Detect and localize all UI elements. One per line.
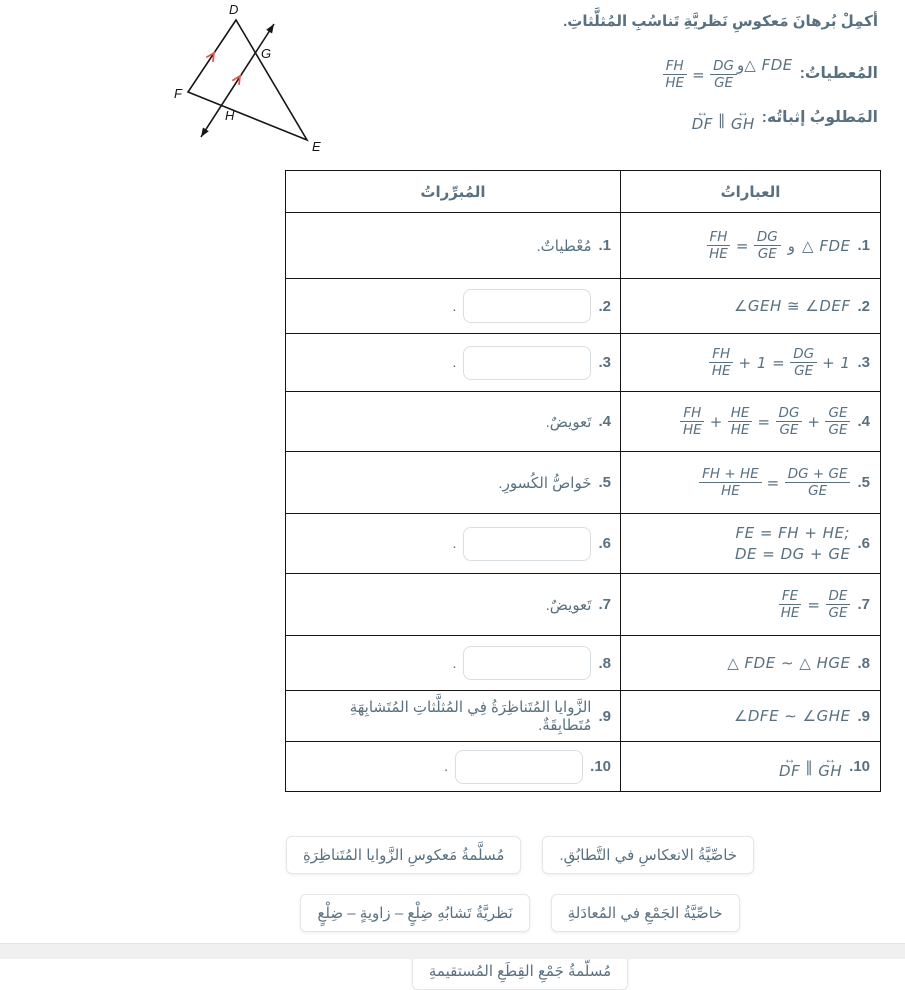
- line-letters: GH: [730, 115, 755, 134]
- reason-number: 9.: [598, 707, 611, 725]
- math-text: ∥: [805, 757, 814, 776]
- answer-chip-bank: [190, 836, 850, 990]
- answer-chip[interactable]: مُسلَّمةُ جَمْعِ القِطَعِ المُستقيمةِ: [412, 952, 628, 990]
- reason-period: .: [452, 654, 457, 672]
- reason-answer-input[interactable]: [463, 346, 591, 380]
- fraction: [785, 466, 851, 499]
- fraction-denominator: GE: [828, 605, 848, 621]
- prove-label: المَطلوبُ إثباتُه:: [761, 109, 878, 127]
- vertex-label-D: D: [229, 2, 239, 17]
- fraction-denominator: GE: [714, 75, 734, 92]
- statement-content: [631, 524, 870, 563]
- equation-stack: [735, 524, 851, 563]
- statement-content: [631, 405, 870, 438]
- proof-table: [285, 170, 881, 792]
- instruction-text: أكمِلْ بُرهانَ مَعكوسِ نَظريَّةِ تَناسُبِ المُثلَّثاتِ.: [563, 13, 878, 30]
- statement-content: [631, 588, 870, 621]
- statement-content: [631, 654, 870, 672]
- arrowhead-down-icon: [201, 128, 209, 138]
- statement-cell: [621, 213, 881, 279]
- fraction: [728, 405, 753, 438]
- math-segment: [699, 466, 850, 499]
- reason-answer-input[interactable]: [455, 750, 583, 784]
- math-segment: [706, 229, 781, 262]
- table-row: [286, 636, 881, 691]
- reason-cell: [286, 452, 621, 514]
- geometry-figure: [170, 0, 340, 163]
- statement-content: [631, 229, 870, 262]
- math-segment: [779, 751, 843, 780]
- math-segment: [734, 707, 851, 725]
- reason-content: [295, 289, 611, 323]
- table-header-row: [286, 171, 881, 213]
- reason-cell: [286, 574, 621, 636]
- reason-period: .: [443, 758, 449, 775]
- reasons-header: المُبرِّراتُ: [286, 171, 621, 213]
- statement-number: 10.: [849, 758, 870, 775]
- math-segment: [744, 56, 792, 74]
- double-arrow-icon: ↔: [783, 751, 796, 766]
- statement-number: 6.: [857, 535, 870, 552]
- reason-cell: [286, 636, 621, 691]
- statement-cell: [621, 574, 881, 636]
- double-arrow-icon: ↔: [696, 105, 709, 120]
- fraction-denominator: HE: [780, 605, 800, 621]
- statements-header: العباراتُ: [621, 171, 881, 213]
- answer-chip[interactable]: خاصِّيَّةُ الجَمْعِ في المُعادَلةِ: [551, 894, 740, 932]
- line-notation: [818, 751, 843, 780]
- math-segment: [727, 654, 850, 672]
- reason-cell: [286, 334, 621, 392]
- fraction-numerator: FH: [707, 229, 731, 246]
- fraction: [778, 588, 803, 621]
- fraction: [709, 346, 734, 379]
- problem-header: [563, 12, 878, 132]
- reason-cell: [286, 213, 621, 279]
- math-text: ∠GEH ≅ ∠DEF: [733, 297, 851, 315]
- math-text: ∥: [717, 111, 726, 130]
- fraction-numerator: FH + HE: [699, 466, 762, 483]
- fraction-numerator: GE: [825, 405, 850, 422]
- reason-number: 4.: [598, 413, 611, 430]
- table-row: [286, 691, 881, 742]
- math-segment: [680, 405, 850, 438]
- reason-answer-input[interactable]: [463, 289, 591, 323]
- prove-math: [692, 103, 755, 132]
- fraction: [776, 405, 803, 438]
- statement-number: 5.: [857, 474, 870, 491]
- arabic-conjunction: و: [787, 237, 796, 255]
- reason-number: 8.: [598, 654, 611, 672]
- table-row: [286, 392, 881, 452]
- fraction: [825, 405, 850, 438]
- reason-content: [295, 750, 611, 784]
- fraction-numerator: DG: [710, 58, 737, 75]
- reason-content: [295, 596, 611, 614]
- vertex-label-H: H: [225, 108, 235, 123]
- reason-period: .: [452, 297, 457, 315]
- fraction-numerator: FE: [779, 588, 801, 605]
- statement-cell: [621, 279, 881, 334]
- math-text: +: [709, 412, 723, 431]
- reason-number: 6.: [598, 535, 611, 552]
- given-math: [662, 56, 792, 91]
- triangle-DFE: [188, 20, 307, 140]
- reason-content: [295, 346, 611, 380]
- math-text: FE = FH + HE;: [735, 524, 850, 542]
- math-segment: [735, 524, 851, 563]
- statement-cell: [621, 691, 881, 742]
- statement-cell: [621, 334, 881, 392]
- fraction-denominator: HE: [730, 422, 750, 438]
- fraction-denominator: GE: [808, 483, 828, 499]
- math-segment: [691, 105, 755, 134]
- math-segment: [788, 237, 795, 255]
- fraction: [706, 229, 731, 262]
- fraction-numerator: DG: [754, 229, 781, 246]
- reason-period: .: [452, 354, 457, 371]
- table-row: [286, 213, 881, 279]
- statement-cell: [621, 392, 881, 452]
- fraction-denominator: GE: [779, 422, 799, 438]
- statement-content: [631, 751, 870, 780]
- reason-text: تَعويضٌ.: [545, 413, 592, 431]
- math-segment: [734, 297, 851, 315]
- line-letters: DF: [691, 115, 713, 134]
- math-text: +: [807, 412, 821, 431]
- reason-number: 7.: [598, 596, 611, 613]
- math-segment: [802, 237, 850, 255]
- fraction-denominator: HE: [721, 483, 740, 499]
- table-row: [286, 574, 881, 636]
- reason-cell: [286, 691, 621, 742]
- math-text: =: [735, 236, 749, 255]
- statement-content: [631, 346, 870, 379]
- math-segment: [778, 588, 851, 621]
- reason-text: مُعْطياتٌ.: [536, 237, 592, 255]
- math-text: DE = DG + GE: [734, 545, 851, 563]
- arabic-conjunction: و: [737, 57, 745, 74]
- math-text: =: [807, 595, 821, 614]
- bottom-divider: [0, 943, 905, 959]
- reason-number: 2.: [598, 297, 611, 315]
- fraction-denominator: HE: [683, 422, 702, 438]
- fraction-numerator: DG + GE: [785, 466, 851, 483]
- triangle-diagram: [170, 0, 340, 163]
- table-row: [286, 334, 881, 392]
- line-notation: [730, 105, 755, 134]
- fraction-denominator: HE: [665, 75, 685, 92]
- arrowhead-up-icon: [266, 24, 274, 34]
- double-arrow-icon: ↔: [824, 751, 837, 766]
- reason-content: [295, 527, 611, 561]
- table-row: [286, 742, 881, 792]
- math-text: + 1 =: [738, 353, 786, 372]
- fraction-numerator: FH: [680, 405, 704, 422]
- fraction: [825, 588, 850, 621]
- fraction-numerator: DG: [776, 405, 803, 422]
- reason-answer-input[interactable]: [463, 646, 591, 680]
- statement-cell: [621, 636, 881, 691]
- line-GH: [201, 24, 274, 137]
- statement-number: 3.: [857, 354, 870, 371]
- statement-number: 2.: [857, 297, 870, 315]
- fraction-numerator: DG: [790, 346, 817, 363]
- answer-chip[interactable]: خاصِّيَّةُ الانعكاسِ في التَّطابُقِ.: [542, 836, 754, 874]
- fraction-denominator: GE: [828, 422, 848, 438]
- fraction-numerator: DE: [826, 588, 851, 605]
- reason-content: [295, 698, 611, 734]
- reason-number: 10.: [590, 758, 611, 775]
- math-segment: [662, 58, 737, 91]
- table-row: [286, 452, 881, 514]
- statement-number: 1.: [857, 237, 870, 254]
- reason-cell: [286, 514, 621, 574]
- fraction-denominator: GE: [757, 246, 777, 262]
- reason-answer-input[interactable]: [463, 527, 591, 561]
- reason-text: تَعويضٌ.: [545, 596, 592, 614]
- statement-cell: [621, 742, 881, 792]
- reason-number: 3.: [598, 354, 611, 371]
- math-segment: [737, 56, 744, 74]
- fraction: [699, 466, 762, 499]
- double-arrow-icon: ↔: [736, 105, 749, 120]
- line-letters: GH: [818, 761, 843, 780]
- reason-text: الزَّوايا المُتَناظِرَةُ فِي المُثلَّثاتِ المُتَشابِهَةِ مُتَطابِقَةٌ.: [349, 699, 592, 734]
- fraction: [662, 58, 687, 91]
- reason-content: [295, 646, 611, 680]
- statement-number: 4.: [857, 413, 870, 430]
- reason-number: 5.: [598, 474, 611, 491]
- math-text: + 1: [822, 353, 851, 372]
- reason-cell: [286, 279, 621, 334]
- fraction-denominator: HE: [709, 246, 728, 262]
- given-line: [563, 56, 878, 91]
- math-text: =: [692, 65, 706, 84]
- statement-cell: [621, 452, 881, 514]
- statement-content: [631, 466, 870, 499]
- fraction: [754, 229, 781, 262]
- math-text: =: [757, 412, 771, 431]
- reason-number: 1.: [598, 237, 611, 254]
- statement-content: [631, 297, 870, 315]
- reason-content: [295, 474, 611, 492]
- reason-content: [295, 413, 611, 431]
- vertex-label-F: F: [174, 86, 182, 101]
- fraction-denominator: HE: [711, 363, 731, 379]
- fraction-numerator: FH: [663, 58, 687, 75]
- math-text: △ FDE ∼ △ HGE: [727, 654, 851, 672]
- fraction: [710, 58, 737, 91]
- statement-cell: [621, 514, 881, 574]
- math-text: △ FDE: [744, 56, 793, 74]
- reason-content: [295, 237, 611, 255]
- math-text: △ FDE: [802, 236, 851, 255]
- fraction: [680, 405, 705, 438]
- statement-number: 8.: [857, 654, 870, 672]
- line-notation: [691, 105, 713, 134]
- line-notation: [779, 751, 801, 780]
- reason-period: .: [452, 535, 457, 552]
- fraction-numerator: HE: [728, 405, 753, 422]
- statement-content: [631, 707, 870, 725]
- reason-text: خَواصُّ الكُسورِ.: [498, 474, 592, 492]
- fraction: [790, 346, 817, 379]
- math-text: =: [766, 473, 780, 492]
- line-letters: DF: [779, 761, 801, 780]
- vertex-label-G: G: [261, 46, 272, 61]
- fraction-denominator: GE: [794, 363, 814, 379]
- given-label: المُعطياتُ:: [799, 65, 878, 83]
- answer-chip[interactable]: نَظريَّةُ تَشابُهِ ضِلْعٍ – زاويةٍ – ضِلْعٍ: [300, 894, 529, 932]
- reason-cell: [286, 392, 621, 452]
- answer-chip[interactable]: مُسلَّمةُ مَعكوسِ الزَّوايا المُتَناظِرَةِ: [286, 836, 522, 874]
- reason-cell: [286, 742, 621, 792]
- statement-number: 9.: [857, 707, 870, 725]
- math-segment: [709, 346, 851, 379]
- math-text: ∠DFE ∼ ∠GHE: [733, 707, 851, 725]
- fraction-numerator: FH: [709, 346, 733, 363]
- prove-line: [563, 103, 878, 132]
- table-row: [286, 514, 881, 574]
- table-row: [286, 279, 881, 334]
- vertex-label-E: E: [312, 139, 321, 154]
- statement-number: 7.: [857, 596, 870, 613]
